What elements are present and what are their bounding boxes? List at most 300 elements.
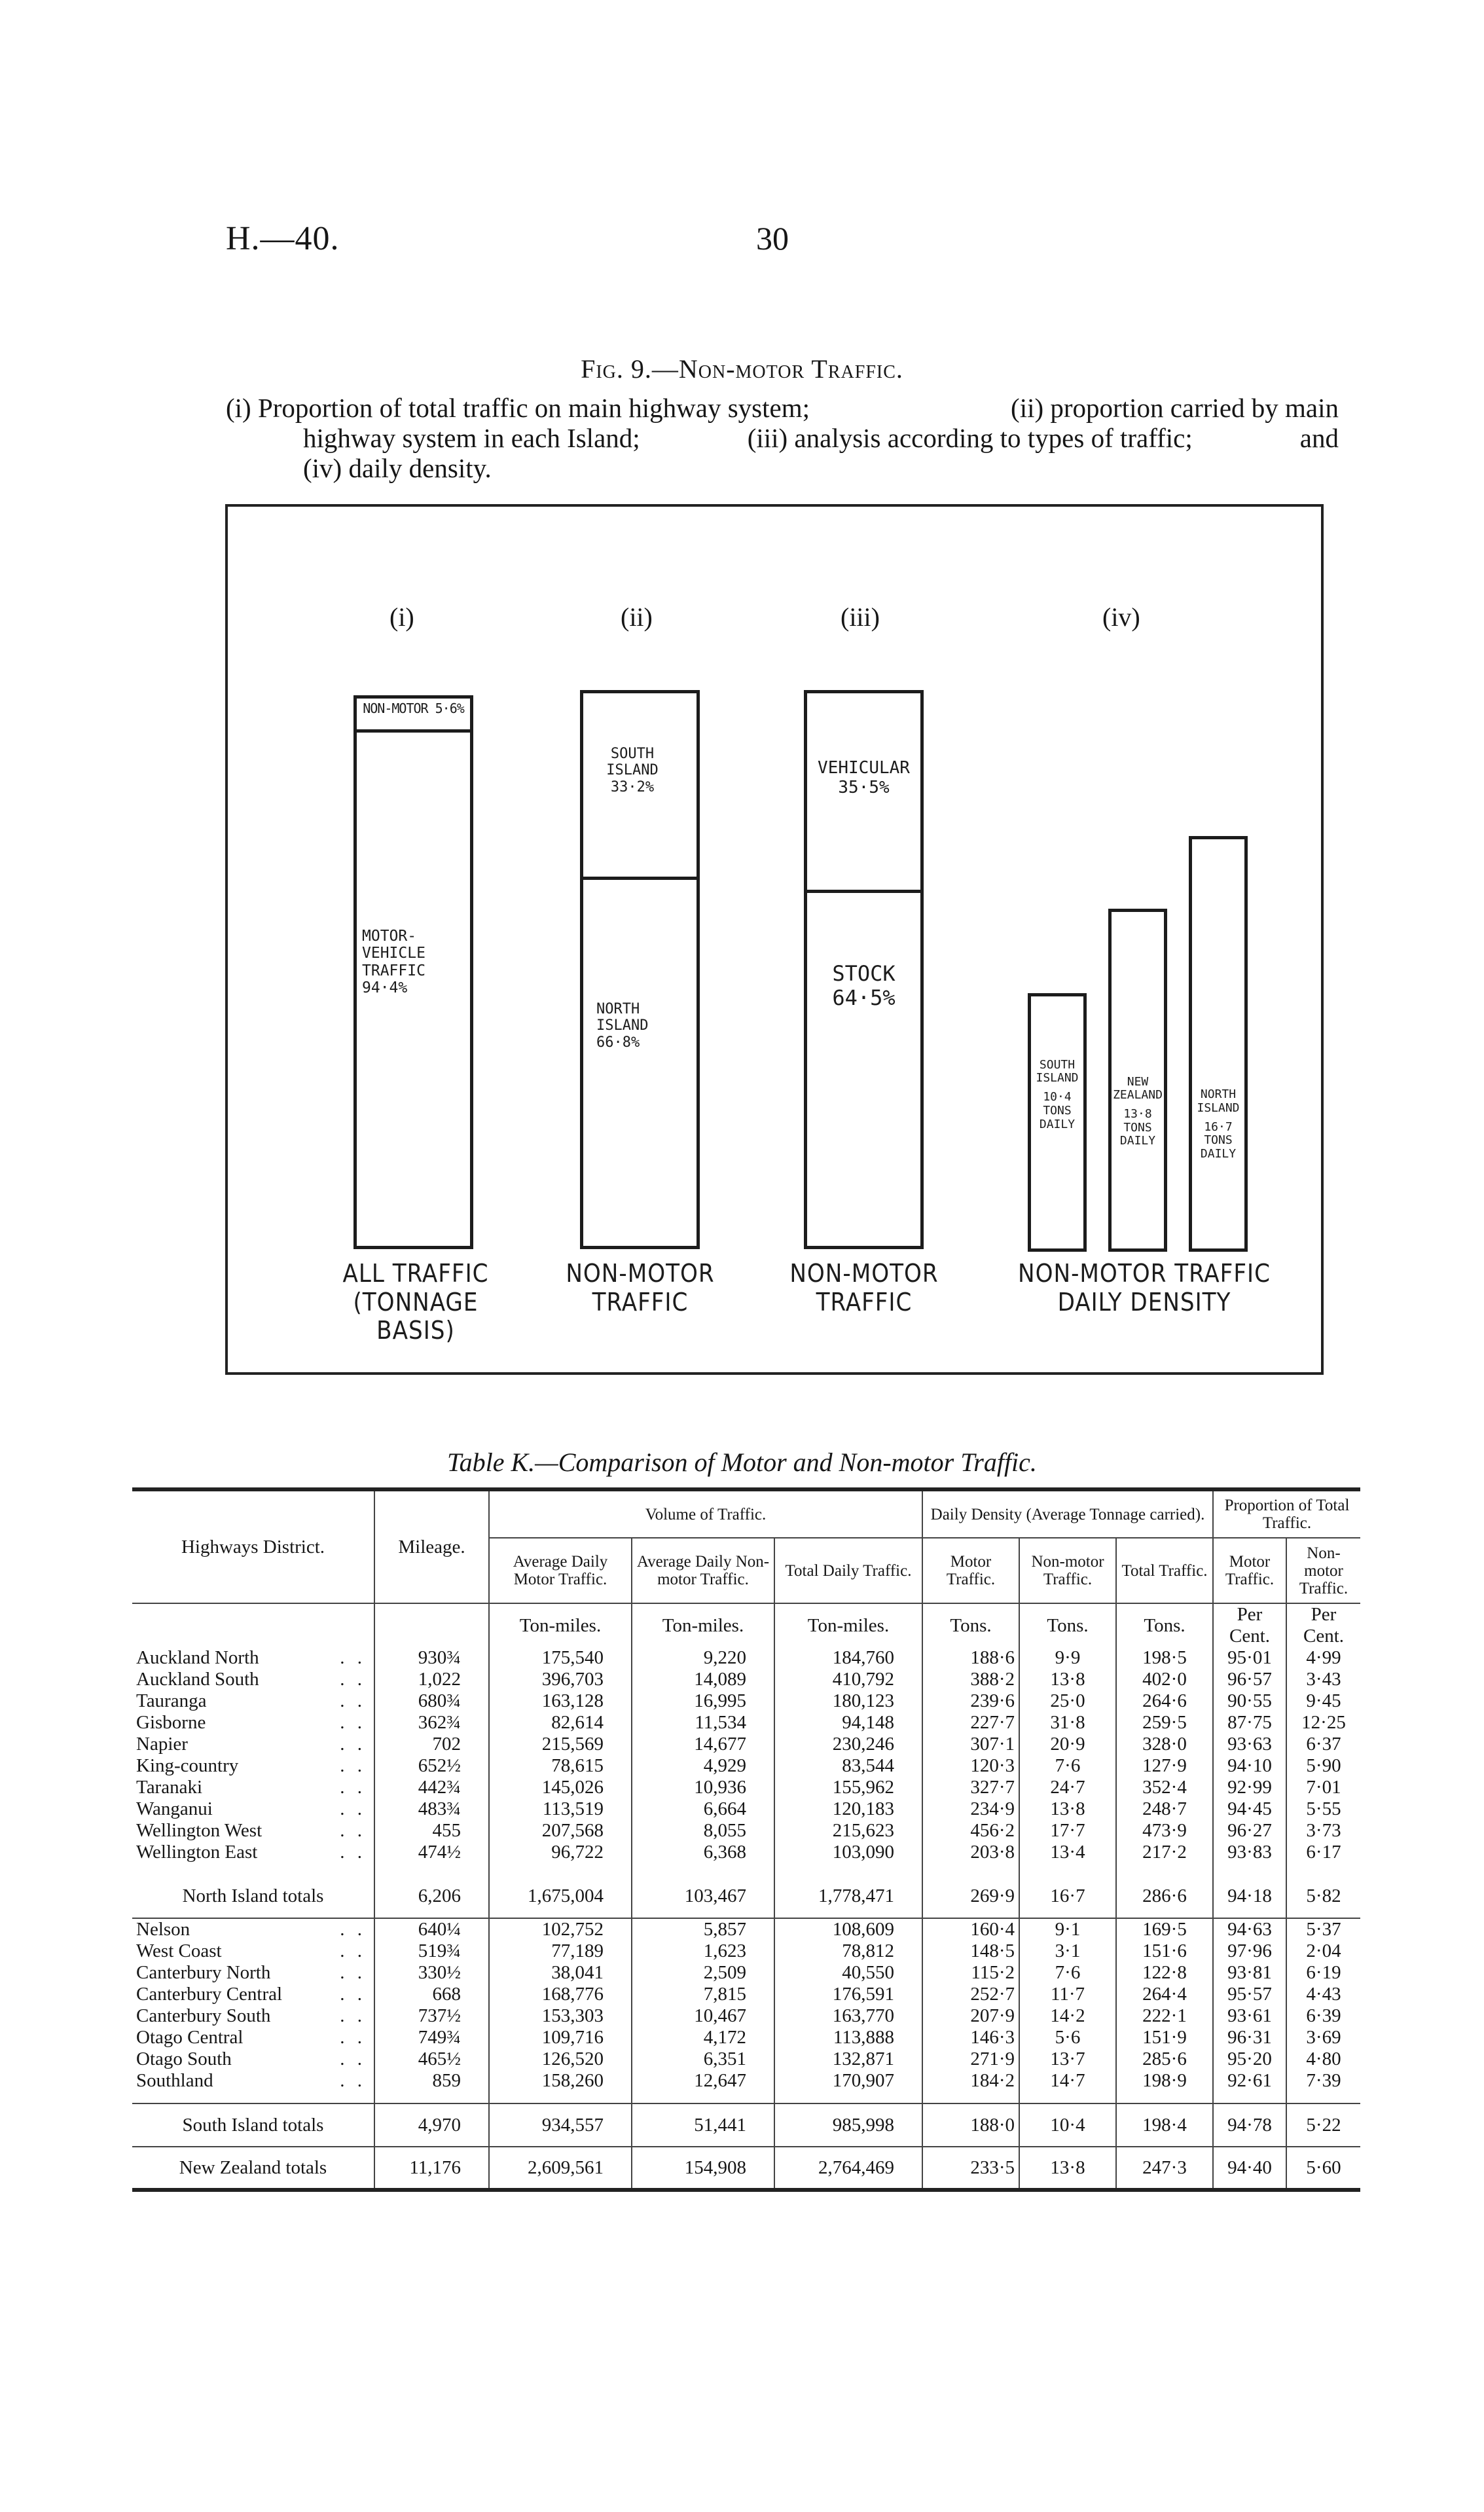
label-line: NEW xyxy=(1127,1074,1149,1089)
value-cell: 151·9 xyxy=(1116,2027,1213,2048)
value-cell: 247·3 xyxy=(1116,2147,1213,2190)
value-cell: 96·57 xyxy=(1213,1669,1286,1690)
value-cell: 328·0 xyxy=(1116,1734,1213,1755)
value-cell: 271·9 xyxy=(922,2048,1019,2070)
value-cell: 93·83 xyxy=(1213,1842,1286,1863)
value-cell: 285·6 xyxy=(1116,2048,1213,2070)
value-cell: 96·27 xyxy=(1213,1820,1286,1842)
value-cell: 252·7 xyxy=(922,1984,1019,2005)
label-line: MOTOR- xyxy=(362,928,417,945)
value-cell: 154,908 xyxy=(632,2147,774,2190)
value-cell: 2,764,469 xyxy=(774,2147,922,2190)
value-cell: 668 xyxy=(374,1984,489,2005)
spacer-cell xyxy=(1019,1863,1116,1875)
value-cell: 11·7 xyxy=(1019,1984,1116,2005)
bar-non-motor-by-island xyxy=(580,690,700,1249)
bar-density-new-zealand xyxy=(1108,909,1167,1252)
units-row xyxy=(132,1603,1360,1647)
value-cell: 396,703 xyxy=(489,1669,632,1690)
value-cell: 78,615 xyxy=(489,1755,632,1777)
leader-dots: . . xyxy=(340,1712,366,1733)
value-cell: 24·7 xyxy=(1019,1777,1116,1798)
value-cell: 4,970 xyxy=(374,2103,489,2147)
value-cell: 160·4 xyxy=(922,1918,1019,1940)
unit-label: Ton-miles. xyxy=(489,1603,632,1647)
value-cell: 5·6 xyxy=(1019,2027,1116,2048)
caption-part: (iii) analysis according to types of traffic; xyxy=(747,423,1193,453)
value-cell: 227·7 xyxy=(922,1712,1019,1734)
district-cell xyxy=(132,2027,374,2048)
label-line: SOUTH xyxy=(1039,1057,1076,1072)
district-cell xyxy=(132,1712,374,1734)
value-cell: 352·4 xyxy=(1116,1777,1213,1798)
segment-label-non-motor: NON-MOTOR 5·6% xyxy=(363,701,464,716)
value-cell: 6,368 xyxy=(632,1842,774,1863)
value-cell: 184·2 xyxy=(922,2070,1019,2092)
value-cell: 94,148 xyxy=(774,1712,922,1734)
value-cell: 207·9 xyxy=(922,2005,1019,2027)
value-cell: 93·61 xyxy=(1213,2005,1286,2027)
caption-part: highway system in each Island; xyxy=(303,423,640,453)
spacer-cell xyxy=(1116,1863,1213,1875)
value-cell: 163,128 xyxy=(489,1690,632,1712)
figure-title: Fig. 9.—Non-motor Traffic. xyxy=(581,354,903,384)
leader-dots: . . xyxy=(340,2048,366,2069)
panel-caption-iii xyxy=(779,1260,949,1317)
value-cell: 640¼ xyxy=(374,1918,489,1940)
value-cell: 184,760 xyxy=(774,1647,922,1669)
value-cell: 4·99 xyxy=(1286,1647,1360,1669)
table-row xyxy=(132,1984,1360,2005)
spacer-cell xyxy=(632,1863,774,1875)
value-cell: 198·5 xyxy=(1116,1647,1213,1669)
district-cell xyxy=(132,1918,374,1940)
caption-line: NON-MOTOR xyxy=(789,1259,939,1288)
label-line: DAILY xyxy=(1039,1117,1076,1131)
value-cell: 2,609,561 xyxy=(489,2147,632,2190)
label-line: 13·8 xyxy=(1123,1106,1152,1121)
label-line: VEHICLE xyxy=(362,945,425,962)
panel-caption-iv xyxy=(1007,1260,1282,1317)
value-cell: 176,591 xyxy=(774,1984,922,2005)
spacer-cell xyxy=(774,1863,922,1875)
table-row xyxy=(132,1647,1360,1669)
panel-label-i: (i) xyxy=(389,602,414,632)
bar-label xyxy=(1112,1076,1164,1148)
value-cell: 269·9 xyxy=(922,1875,1019,1918)
value-cell: 6,351 xyxy=(632,2048,774,2070)
value-cell: 14·2 xyxy=(1019,2005,1116,2027)
district-name: Napier xyxy=(136,1734,188,1755)
leader-dots: . . xyxy=(340,1842,366,1863)
value-cell: 3·43 xyxy=(1286,1669,1360,1690)
district-cell xyxy=(132,1798,374,1820)
value-cell: 474½ xyxy=(374,1842,489,1863)
value-cell: 239·6 xyxy=(922,1690,1019,1712)
caption-part: (iv) daily density. xyxy=(303,453,492,483)
label-line: DAILY xyxy=(1119,1134,1156,1148)
leader-dots: . . xyxy=(340,1777,366,1798)
header-total-daily: Total Daily Traffic. xyxy=(774,1538,922,1603)
table-row xyxy=(132,1820,1360,1842)
district-cell xyxy=(132,1669,374,1690)
value-cell: 127·9 xyxy=(1116,1755,1213,1777)
caption-line: NON-MOTOR TRAFFIC xyxy=(1018,1259,1271,1288)
spacer-cell xyxy=(774,2092,922,2103)
value-cell: 1,022 xyxy=(374,1669,489,1690)
value-cell: 9·1 xyxy=(1019,1918,1116,1940)
panel-label-ii: (ii) xyxy=(621,602,653,632)
value-cell: 203·8 xyxy=(922,1842,1019,1863)
leader-dots: . . xyxy=(340,1755,366,1776)
value-cell: 388·2 xyxy=(922,1669,1019,1690)
label-line: VEHICULAR xyxy=(818,758,910,778)
value-cell: 4·43 xyxy=(1286,1984,1360,2005)
value-cell: 5·82 xyxy=(1286,1875,1360,1918)
spacer-cell xyxy=(489,2092,632,2103)
value-cell: 16,995 xyxy=(632,1690,774,1712)
segment-label-vehicular xyxy=(807,759,920,798)
value-cell: 94·18 xyxy=(1213,1875,1286,1918)
header-prop-motor: Motor Traffic. xyxy=(1213,1538,1286,1603)
value-cell: 103,090 xyxy=(774,1842,922,1863)
leader-dots: . . xyxy=(340,1690,366,1711)
district-name: New Zealand totals xyxy=(179,2157,327,2178)
caption-line: NON-MOTOR xyxy=(566,1259,715,1288)
segment-label-stock xyxy=(807,962,920,1010)
caption-part: (ii) proportion carried by main xyxy=(1011,393,1339,423)
table-row xyxy=(132,1798,1360,1820)
units-blank xyxy=(132,1603,374,1647)
value-cell: 2·04 xyxy=(1286,1940,1360,1962)
spacer-row xyxy=(132,1863,1360,1875)
label-line: 94·4% xyxy=(362,979,408,997)
district-cell xyxy=(132,2048,374,2070)
district-name: Wellington East xyxy=(136,1842,258,1863)
table-row xyxy=(132,1712,1360,1734)
value-cell: 5·37 xyxy=(1286,1918,1360,1940)
value-cell: 132,871 xyxy=(774,2048,922,2070)
header-mileage: Mileage. xyxy=(374,1489,489,1603)
header-density-motor: Motor Traffic. xyxy=(922,1538,1019,1603)
label-line: ISLAND xyxy=(606,762,659,779)
value-cell: 985,998 xyxy=(774,2103,922,2147)
district-name: Otago Central xyxy=(136,2027,244,2048)
label-line: 35·5% xyxy=(838,777,890,797)
value-cell: 7·6 xyxy=(1019,1755,1116,1777)
value-cell: 148·5 xyxy=(922,1940,1019,1962)
district-cell xyxy=(132,1777,374,1798)
value-cell: 20·9 xyxy=(1019,1734,1116,1755)
table-row xyxy=(132,2027,1360,2048)
value-cell: 120·3 xyxy=(922,1755,1019,1777)
value-cell: 4·80 xyxy=(1286,2048,1360,2070)
district-cell xyxy=(132,2147,374,2190)
value-cell: 126,520 xyxy=(489,2048,632,2070)
value-cell: 215,569 xyxy=(489,1734,632,1755)
table-row xyxy=(132,1940,1360,1962)
value-cell: 442¾ xyxy=(374,1777,489,1798)
value-cell: 307·1 xyxy=(922,1734,1019,1755)
value-cell: 198·4 xyxy=(1116,2103,1213,2147)
spacer-cell xyxy=(132,1863,374,1875)
value-cell: 198·9 xyxy=(1116,2070,1213,2092)
value-cell: 87·75 xyxy=(1213,1712,1286,1734)
unit-label: Per Cent. xyxy=(1286,1603,1360,1647)
label-line: 10·4 xyxy=(1043,1090,1072,1104)
bar-label xyxy=(1192,1088,1244,1161)
value-cell: 146·3 xyxy=(922,2027,1019,2048)
value-cell: 169·5 xyxy=(1116,1918,1213,1940)
value-cell: 5,857 xyxy=(632,1918,774,1940)
value-cell: 25·0 xyxy=(1019,1690,1116,1712)
district-name: South Island totals xyxy=(182,2114,324,2136)
caption-line: TRAFFIC xyxy=(816,1287,913,1317)
district-name: Canterbury Central xyxy=(136,1984,283,2005)
caption-line: DAILY DENSITY xyxy=(1057,1287,1231,1317)
leader-dots: . . xyxy=(340,1962,366,1983)
header-avg-nonmotor: Average Daily Non-motor Traffic. xyxy=(632,1538,774,1603)
spacer-cell xyxy=(922,1863,1019,1875)
value-cell: 7·6 xyxy=(1019,1962,1116,1984)
spacer-cell xyxy=(1116,2092,1213,2103)
total-row xyxy=(132,1875,1360,1918)
district-cell xyxy=(132,1647,374,1669)
header-volume: Volume of Traffic. xyxy=(489,1489,922,1538)
value-cell: 155,962 xyxy=(774,1777,922,1798)
header-density-total: Total Traffic. xyxy=(1116,1538,1213,1603)
bar-density-north-island xyxy=(1189,836,1248,1252)
value-cell: 16·7 xyxy=(1019,1875,1116,1918)
value-cell: 934,557 xyxy=(489,2103,632,2147)
value-cell: 330½ xyxy=(374,1962,489,1984)
district-name: Gisborne xyxy=(136,1712,206,1733)
value-cell: 9,220 xyxy=(632,1647,774,1669)
value-cell: 230,246 xyxy=(774,1734,922,1755)
value-cell: 93·81 xyxy=(1213,1962,1286,1984)
label-line: ZEALAND xyxy=(1113,1088,1163,1102)
spacer-cell xyxy=(374,1863,489,1875)
spacer-cell xyxy=(632,2092,774,2103)
spacer-row xyxy=(132,2092,1360,2103)
value-cell: 14,677 xyxy=(632,1734,774,1755)
value-cell: 95·57 xyxy=(1213,1984,1286,2005)
value-cell: 12·25 xyxy=(1286,1712,1360,1734)
value-cell: 7·01 xyxy=(1286,1777,1360,1798)
district-name: Taranaki xyxy=(136,1777,203,1798)
caption-part: (i) Proportion of total traffic on main highway system; xyxy=(226,393,810,423)
district-name: Wellington West xyxy=(136,1820,262,1841)
value-cell: 13·8 xyxy=(1019,2147,1116,2190)
table-row xyxy=(132,1777,1360,1798)
value-cell: 3·69 xyxy=(1286,2027,1360,2048)
caption-line: TRAFFIC xyxy=(592,1287,689,1317)
label-line: DAILY xyxy=(1200,1147,1237,1161)
value-cell: 97·96 xyxy=(1213,1940,1286,1962)
value-cell: 3·1 xyxy=(1019,1940,1116,1962)
label-line: TONS xyxy=(1043,1103,1072,1118)
value-cell: 83,544 xyxy=(774,1755,922,1777)
value-cell: 96,722 xyxy=(489,1842,632,1863)
district-name: King-country xyxy=(136,1755,239,1776)
value-cell: 94·78 xyxy=(1213,2103,1286,2147)
value-cell: 78,812 xyxy=(774,1940,922,1962)
segment-label-north-island xyxy=(596,1001,648,1051)
value-cell: 175,540 xyxy=(489,1647,632,1669)
label-line: STOCK xyxy=(832,961,896,986)
unit-label: Tons. xyxy=(922,1603,1019,1647)
value-cell: 188·0 xyxy=(922,2103,1019,2147)
value-cell: 13·8 xyxy=(1019,1798,1116,1820)
unit-label: Tons. xyxy=(1116,1603,1213,1647)
table-row xyxy=(132,1962,1360,1984)
value-cell: 188·6 xyxy=(922,1647,1019,1669)
value-cell: 108,609 xyxy=(774,1918,922,1940)
district-name: Canterbury North xyxy=(136,1962,271,1983)
value-cell: 103,467 xyxy=(632,1875,774,1918)
value-cell: 652½ xyxy=(374,1755,489,1777)
value-cell: 113,519 xyxy=(489,1798,632,1820)
leader-dots: . . xyxy=(340,2070,366,2091)
value-cell: 109,716 xyxy=(489,2027,632,2048)
panel-caption-ii xyxy=(555,1260,725,1317)
chart-frame xyxy=(225,504,1324,1375)
value-cell: 6,206 xyxy=(374,1875,489,1918)
value-cell: 9·45 xyxy=(1286,1690,1360,1712)
value-cell: 10,467 xyxy=(632,2005,774,2027)
bar-label xyxy=(1031,1059,1083,1131)
district-cell xyxy=(132,1984,374,2005)
district-cell xyxy=(132,1734,374,1755)
value-cell: 11,534 xyxy=(632,1712,774,1734)
label-line: TONS xyxy=(1123,1120,1152,1135)
table-row xyxy=(132,1918,1360,1940)
value-cell: 95·20 xyxy=(1213,2048,1286,2070)
leader-dots: . . xyxy=(340,1820,366,1841)
district-name: Otago South xyxy=(136,2048,232,2069)
district-name: Southland xyxy=(136,2070,213,2091)
value-cell: 1,675,004 xyxy=(489,1875,632,1918)
segment-divider xyxy=(807,890,920,893)
value-cell: 102,752 xyxy=(489,1918,632,1940)
value-cell: 362¾ xyxy=(374,1712,489,1734)
district-cell xyxy=(132,2103,374,2147)
segment-divider xyxy=(357,729,470,733)
leader-dots: . . xyxy=(340,2005,366,2026)
comparison-table xyxy=(132,1487,1360,2192)
bar-non-motor-by-type xyxy=(804,690,924,1249)
value-cell: 120,183 xyxy=(774,1798,922,1820)
value-cell: 7,815 xyxy=(632,1984,774,2005)
district-cell xyxy=(132,2005,374,2027)
leader-dots: . . xyxy=(340,1984,366,2005)
value-cell: 859 xyxy=(374,2070,489,2092)
value-cell: 14·7 xyxy=(1019,2070,1116,2092)
value-cell: 12,647 xyxy=(632,2070,774,2092)
label-line: NORTH xyxy=(596,1001,640,1017)
caption-line: (TONNAGE xyxy=(353,1287,479,1317)
value-cell: 680¾ xyxy=(374,1690,489,1712)
panel-label-iii: (iii) xyxy=(841,602,880,632)
spacer-cell xyxy=(922,2092,1019,2103)
value-cell: 92·61 xyxy=(1213,2070,1286,2092)
label-line: 64·5% xyxy=(832,985,896,1010)
leader-dots: . . xyxy=(340,1798,366,1819)
value-cell: 465½ xyxy=(374,2048,489,2070)
total-row xyxy=(132,2147,1360,2190)
value-cell: 207,568 xyxy=(489,1820,632,1842)
header-density-nonmotor: Non-motor Traffic. xyxy=(1019,1538,1116,1603)
header-district: Highways District. xyxy=(181,1536,325,1557)
district-name: Wanganui xyxy=(136,1798,213,1819)
leader-dots: . . xyxy=(340,2027,366,2048)
unit-label: Tons. xyxy=(1019,1603,1116,1647)
value-cell: 483¾ xyxy=(374,1798,489,1820)
district-cell xyxy=(132,1820,374,1842)
value-cell: 6·39 xyxy=(1286,2005,1360,2027)
district-name: Auckland North xyxy=(136,1647,259,1668)
value-cell: 327·7 xyxy=(922,1777,1019,1798)
value-cell: 286·6 xyxy=(1116,1875,1213,1918)
table-row xyxy=(132,1755,1360,1777)
leader-dots: . . xyxy=(340,1940,366,1961)
district-cell xyxy=(132,1962,374,1984)
spacer-cell xyxy=(1213,1863,1286,1875)
value-cell: 737½ xyxy=(374,2005,489,2027)
panel-caption-i xyxy=(340,1260,491,1345)
panel-label-iv: (iv) xyxy=(1102,602,1140,632)
value-cell: 163,770 xyxy=(774,2005,922,2027)
value-cell: 96·31 xyxy=(1213,2027,1286,2048)
value-cell: 1,623 xyxy=(632,1940,774,1962)
spacer-cell xyxy=(374,2092,489,2103)
district-name: Tauranga xyxy=(136,1690,207,1711)
segment-label-motor-vehicle xyxy=(362,928,425,997)
value-cell: 82,614 xyxy=(489,1712,632,1734)
value-cell: 145,026 xyxy=(489,1777,632,1798)
spacer-cell xyxy=(1286,2092,1360,2103)
district-cell xyxy=(132,2070,374,2092)
value-cell: 456·2 xyxy=(922,1820,1019,1842)
value-cell: 5·22 xyxy=(1286,2103,1360,2147)
value-cell: 94·40 xyxy=(1213,2147,1286,2190)
value-cell: 6·17 xyxy=(1286,1842,1360,1863)
value-cell: 473·9 xyxy=(1116,1820,1213,1842)
value-cell: 153,303 xyxy=(489,2005,632,2027)
value-cell: 3·73 xyxy=(1286,1820,1360,1842)
value-cell: 7·39 xyxy=(1286,2070,1360,2092)
value-cell: 702 xyxy=(374,1734,489,1755)
value-cell: 151·6 xyxy=(1116,1940,1213,1962)
value-cell: 10,936 xyxy=(632,1777,774,1798)
table-row xyxy=(132,2070,1360,2092)
value-cell: 402·0 xyxy=(1116,1669,1213,1690)
value-cell: 158,260 xyxy=(489,2070,632,2092)
leader-dots: . . xyxy=(340,1734,366,1755)
value-cell: 749¾ xyxy=(374,2027,489,2048)
unit-label: Per Cent. xyxy=(1213,1603,1286,1647)
caption-line: BASIS) xyxy=(376,1316,455,1345)
table-row xyxy=(132,1690,1360,1712)
header-density: Daily Density (Average Tonnage carried). xyxy=(922,1489,1213,1538)
table-row xyxy=(132,2005,1360,2027)
value-cell: 217·2 xyxy=(1116,1842,1213,1863)
label-line: SOUTH xyxy=(610,746,655,762)
label-line: ISLAND xyxy=(1197,1101,1240,1116)
label-line: 66·8% xyxy=(596,1034,640,1051)
units-blank xyxy=(374,1603,489,1647)
value-cell: 170,907 xyxy=(774,2070,922,2092)
